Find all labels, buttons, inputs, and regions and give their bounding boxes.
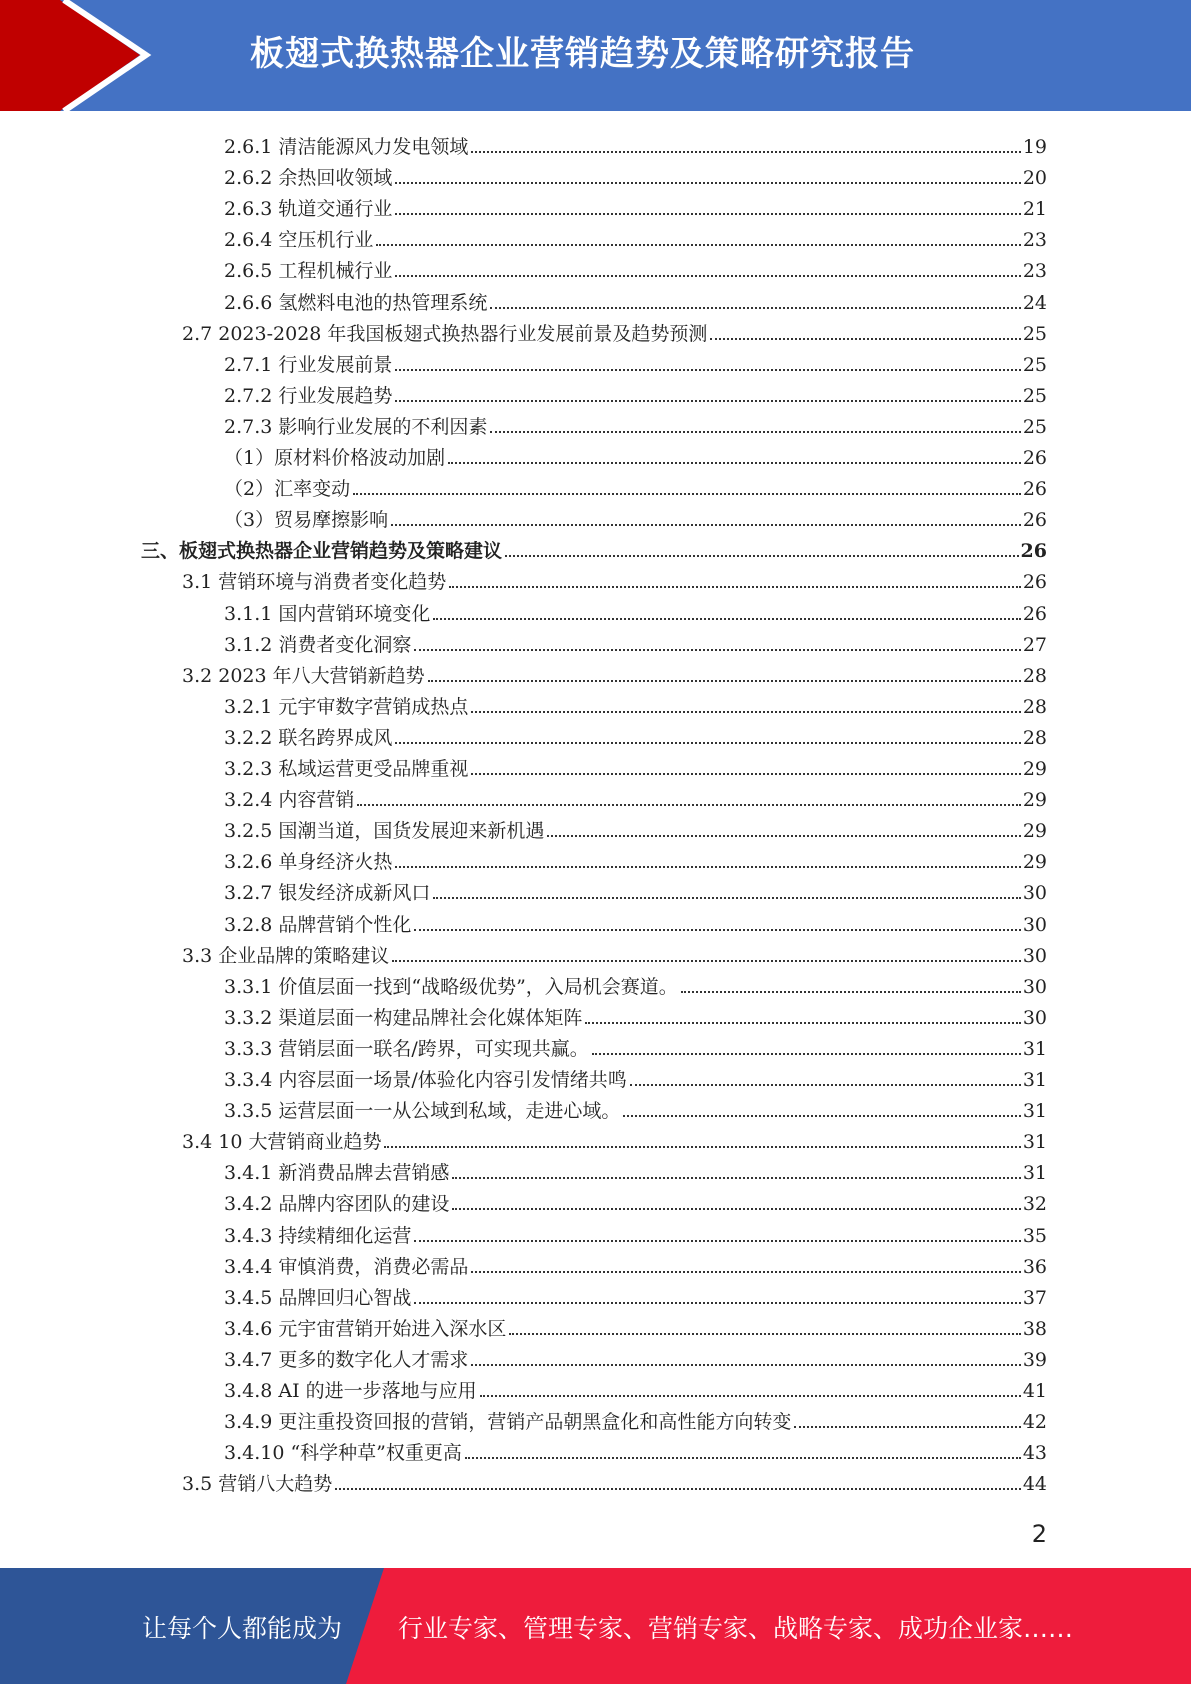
toc-entry[interactable] (224, 999, 1047, 1030)
toc-leader-dots (395, 369, 1020, 371)
toc-leader-dots (471, 1364, 1020, 1366)
toc-entry-page: 35 (1022, 1224, 1047, 1247)
toc-entry[interactable] (224, 470, 1047, 501)
toc-entry-page: 26 (1022, 571, 1047, 594)
toc-entry-title: 3.4.8 AI 的进一步落地与应用 (224, 1380, 477, 1402)
toc-entry[interactable] (224, 1403, 1047, 1434)
toc-leader-dots (384, 1146, 1020, 1148)
toc-entry-title: 3.4.10 “科学种草”权重更高 (224, 1442, 462, 1465)
toc-entry-title: （2）汇率变动 (224, 478, 351, 501)
toc-leader-dots (395, 182, 1020, 184)
toc-entry-title: 3.3.4 内容层面一场景/体验化内容引发情绪共鸣 (224, 1069, 627, 1091)
toc-entry-page: 38 (1022, 1317, 1047, 1340)
toc-leader-dots (592, 1053, 1021, 1055)
toc-entry-page: 23 (1022, 260, 1047, 283)
toc-entry-page: 31 (1022, 1100, 1047, 1123)
toc-entry-page: 25 (1022, 415, 1047, 438)
toc-entry-title: 2.7.1 行业发展前景 (224, 353, 393, 376)
toc-leader-dots (392, 960, 1021, 962)
toc-entry-title: 3.3 企业品牌的策略建议 (182, 944, 390, 967)
toc-entry-title: 3.5 营销八大趋势 (182, 1473, 333, 1496)
toc-entry[interactable] (224, 439, 1047, 470)
toc-entry-page: 36 (1022, 1255, 1047, 1278)
toc-entry-title: 3.4.1 新消费品牌去营销感 (224, 1162, 450, 1185)
toc-entry-page: 28 (1022, 664, 1047, 687)
toc-leader-dots (471, 151, 1020, 153)
toc-entry-page: 23 (1022, 229, 1047, 252)
toc-entry[interactable] (224, 221, 1047, 252)
toc-entry-title: 3.2 2023 年八大营销新趋势 (182, 664, 425, 687)
footer-slogan-right: 行业专家、管理专家、营销专家、战略专家、成功企业家…… (398, 1614, 1074, 1643)
toc-entry-title: 3.4.9 更注重投资回报的营销，营销产品朝黑盒化和高性能方向转变 (224, 1411, 792, 1434)
toc-entry-title: 2.6.6 氢燃料电池的热管理系统 (224, 291, 488, 314)
toc-entry-title: 3.2.8 品牌营销个性化 (224, 913, 412, 936)
toc-entry-page: 42 (1022, 1411, 1047, 1434)
toc-entry-page: 41 (1022, 1380, 1047, 1402)
toc-entry-page: 24 (1022, 291, 1047, 314)
toc-leader-dots (452, 1177, 1020, 1179)
toc-entry-page: 39 (1022, 1348, 1047, 1371)
toc-entry-title: 3.3.2 渠道层面一构建品牌社会化媒体矩阵 (224, 1006, 583, 1029)
toc-entry[interactable] (224, 1341, 1047, 1372)
toc-entry-page: 32 (1022, 1193, 1047, 1216)
toc-entry-title: 2.6.1 清洁能源风力发电领域 (224, 136, 469, 158)
toc-leader-dots (471, 773, 1020, 775)
toc-entry-page: 25 (1022, 353, 1047, 376)
toc-leader-dots (480, 1395, 1021, 1397)
toc-leader-dots (681, 991, 1021, 993)
toc-leader-dots (471, 1271, 1020, 1273)
toc-entry[interactable] (182, 315, 1047, 346)
toc-entry-page: 26 (1022, 602, 1047, 625)
toc-entry-title: 3.2.4 内容营销 (224, 789, 355, 812)
toc-entry-page: 26 (1022, 509, 1047, 532)
toc-entry-title: 3.4 10 大营销商业趋势 (182, 1131, 382, 1154)
toc-entry-title: 3.1.1 国内营销环境变化 (224, 602, 431, 625)
toc-leader-dots (395, 866, 1020, 868)
toc-entry[interactable] (224, 501, 1047, 532)
toc-entry[interactable] (141, 532, 1047, 563)
header-red-arrow (0, 0, 160, 111)
toc-entry-page: 31 (1022, 1162, 1047, 1185)
toc-entry[interactable] (182, 563, 1047, 594)
toc-leader-dots (353, 493, 1021, 495)
toc-entry-title: 3.4.6 元宇宙营销开始进入深水区 (224, 1317, 507, 1340)
toc-entry-title: 3.2.5 国潮当道，国货发展迎来新机遇 (224, 820, 545, 843)
toc-entry-title: 3.2.7 银发经济成新风口 (224, 882, 431, 905)
toc-entry-title: 2.6.5 工程机械行业 (224, 260, 393, 283)
toc-entry[interactable] (182, 657, 1047, 688)
toc-leader-dots (585, 1022, 1020, 1024)
toc-leader-dots (471, 711, 1020, 713)
toc-entry-title: 2.7 2023-2028 年我国板翅式换热器行业发展前景及趋势预测 (182, 322, 708, 345)
toc-leader-dots (428, 680, 1021, 682)
toc-leader-dots (490, 431, 1020, 433)
toc-entry-title: 3.4.7 更多的数字化人才需求 (224, 1348, 469, 1371)
page-number: 2 (1031, 1520, 1047, 1548)
toc-entry[interactable] (224, 128, 1047, 159)
toc-leader-dots (448, 462, 1021, 464)
toc-leader-dots (623, 1115, 1020, 1117)
toc-entry-page: 29 (1022, 820, 1047, 843)
toc-entry-page: 21 (1022, 198, 1047, 221)
toc-leader-dots (391, 524, 1021, 526)
toc-entry[interactable] (224, 1217, 1047, 1248)
toc-entry[interactable] (224, 190, 1047, 221)
toc-leader-dots (547, 835, 1020, 837)
toc-entry[interactable] (224, 1279, 1047, 1310)
toc-entry-title: 3.3.1 价值层面一找到“战略级优势”，入局机会赛道。 (224, 975, 678, 998)
toc-entry-page: 30 (1022, 975, 1047, 998)
report-title: 板翅式换热器企业营销趋势及策略研究报告 (250, 34, 915, 74)
toc-entry-page: 25 (1022, 322, 1047, 345)
toc-entry-title: 3.1 营销环境与消费者变化趋势 (182, 571, 447, 594)
toc-entry-page: 31 (1022, 1037, 1047, 1060)
toc-leader-dots (395, 742, 1020, 744)
toc-entry[interactable] (224, 874, 1047, 905)
toc-leader-dots (414, 1302, 1020, 1304)
toc-leader-dots (414, 929, 1020, 931)
toc-entry-page: 26 (1022, 478, 1047, 501)
toc-entry[interactable] (224, 284, 1047, 315)
toc-entry-title: 3.3.5 运营层面一一从公域到私域，走进心域。 (224, 1100, 621, 1123)
toc-entry-page: 28 (1022, 726, 1047, 749)
page-footer (0, 1568, 1191, 1684)
toc-leader-dots (395, 400, 1020, 402)
toc-entry-page: 37 (1022, 1286, 1047, 1309)
toc-entry-title: 3.3.3 营销层面一联名/跨界，可实现共赢。 (224, 1037, 589, 1060)
toc-entry-page: 31 (1022, 1131, 1047, 1154)
toc-entry-title: 2.7.2 行业发展趋势 (224, 384, 393, 407)
toc-entry[interactable] (224, 1185, 1047, 1216)
toc-entry-page: 29 (1022, 789, 1047, 812)
toc-leader-dots (505, 555, 1019, 557)
footer-slogan-left: 让每个人都能成为 (142, 1614, 343, 1643)
toc-entry-page: 30 (1022, 1006, 1047, 1029)
toc-entry-title: 3.4.4 审慎消费，消费必需品 (224, 1255, 469, 1278)
toc-entry-title: 3.2.2 联名跨界成风 (224, 726, 393, 749)
toc-entry[interactable] (224, 1030, 1047, 1061)
toc-entry-title: 3.2.1 元宇审数字营销成热点 (224, 695, 469, 718)
toc-leader-dots (433, 897, 1020, 899)
toc-leader-dots (794, 1426, 1020, 1428)
toc-entry-title: 3.4.3 持续精细化运营 (224, 1224, 412, 1247)
toc-entry[interactable] (224, 252, 1047, 283)
toc-entry-page: 25 (1022, 384, 1047, 407)
page-header (0, 0, 1191, 111)
toc-entry-title: 3.4.5 品牌回归心智战 (224, 1286, 412, 1309)
toc-entry-page: 26 (1020, 540, 1047, 563)
toc-entry[interactable] (224, 1310, 1047, 1341)
toc-entry-title: 2.7.3 影响行业发展的不利因素 (224, 415, 488, 438)
toc-entry-title: 三、板翅式换热器企业营销趋势及策略建议 (141, 540, 503, 563)
toc-entry[interactable] (224, 968, 1047, 999)
toc-leader-dots (710, 338, 1020, 340)
toc-entry-page: 28 (1022, 695, 1047, 718)
toc-entry-title: 3.1.2 消费者变化洞察 (224, 633, 412, 656)
toc-entry[interactable] (224, 688, 1047, 719)
toc-entry-page: 44 (1022, 1473, 1047, 1496)
toc-leader-dots (465, 1457, 1021, 1459)
toc-entry[interactable] (224, 159, 1047, 190)
toc-entry[interactable] (224, 1434, 1047, 1465)
toc-leader-dots (335, 1488, 1021, 1490)
toc-leader-dots (395, 275, 1020, 277)
toc-leader-dots (414, 1240, 1020, 1242)
toc-entry[interactable] (182, 937, 1047, 968)
toc-entry[interactable] (224, 812, 1047, 843)
toc-entry-title: 2.6.3 轨道交通行业 (224, 198, 393, 221)
toc-entry[interactable] (224, 1061, 1047, 1092)
toc-entry[interactable] (182, 1465, 1047, 1496)
toc-leader-dots (433, 618, 1020, 620)
toc-entry-page: 20 (1022, 167, 1047, 190)
toc-entry-title: （3）贸易摩擦影响 (224, 509, 389, 532)
toc-entry-page: 27 (1022, 633, 1047, 656)
toc-entry-page: 30 (1022, 882, 1047, 905)
toc-entry-page: 43 (1022, 1442, 1047, 1465)
toc-entry-page: 31 (1022, 1069, 1047, 1091)
toc-entry[interactable] (224, 377, 1047, 408)
toc-entry[interactable] (224, 843, 1047, 874)
toc-entry[interactable] (224, 719, 1047, 750)
toc-entry-title: 3.4.2 品牌内容团队的建设 (224, 1193, 450, 1216)
toc-entry-title: 3.2.6 单身经济火热 (224, 851, 393, 874)
toc-entry[interactable] (224, 595, 1047, 626)
toc-entry-page: 19 (1022, 136, 1047, 158)
toc-leader-dots (449, 586, 1021, 588)
toc-entry-page: 29 (1022, 758, 1047, 780)
toc-entry-page: 30 (1022, 913, 1047, 936)
toc-leader-dots (376, 244, 1020, 246)
toc-entry[interactable] (224, 1372, 1047, 1403)
toc-entry[interactable] (224, 906, 1047, 937)
toc-leader-dots (357, 804, 1020, 806)
toc-entry[interactable] (224, 781, 1047, 812)
toc-entry-title: 2.6.4 空压机行业 (224, 229, 374, 252)
toc-leader-dots (509, 1333, 1020, 1335)
toc-entry-title: 2.6.2 余热回收领域 (224, 167, 393, 190)
toc-entry-title: （1）原材料价格波动加剧 (224, 447, 446, 469)
toc-entry[interactable] (182, 1123, 1047, 1154)
toc-leader-dots (630, 1084, 1021, 1086)
toc-entry[interactable] (224, 1092, 1047, 1123)
toc-entry-page: 29 (1022, 851, 1047, 874)
toc-entry[interactable] (224, 408, 1047, 439)
toc-leader-dots (414, 649, 1020, 651)
toc-leader-dots (395, 213, 1020, 215)
toc-entry[interactable] (224, 1154, 1047, 1185)
toc-entry-page: 30 (1022, 944, 1047, 967)
toc-entry-title: 3.2.3 私域运营更受品牌重视 (224, 758, 469, 780)
toc-entry[interactable] (224, 346, 1047, 377)
toc-entry-page: 26 (1022, 447, 1047, 469)
toc-leader-dots (452, 1208, 1020, 1210)
toc-entry[interactable] (224, 1248, 1047, 1279)
toc-leader-dots (490, 307, 1020, 309)
toc-entry[interactable] (224, 750, 1047, 781)
toc-entry[interactable] (224, 626, 1047, 657)
